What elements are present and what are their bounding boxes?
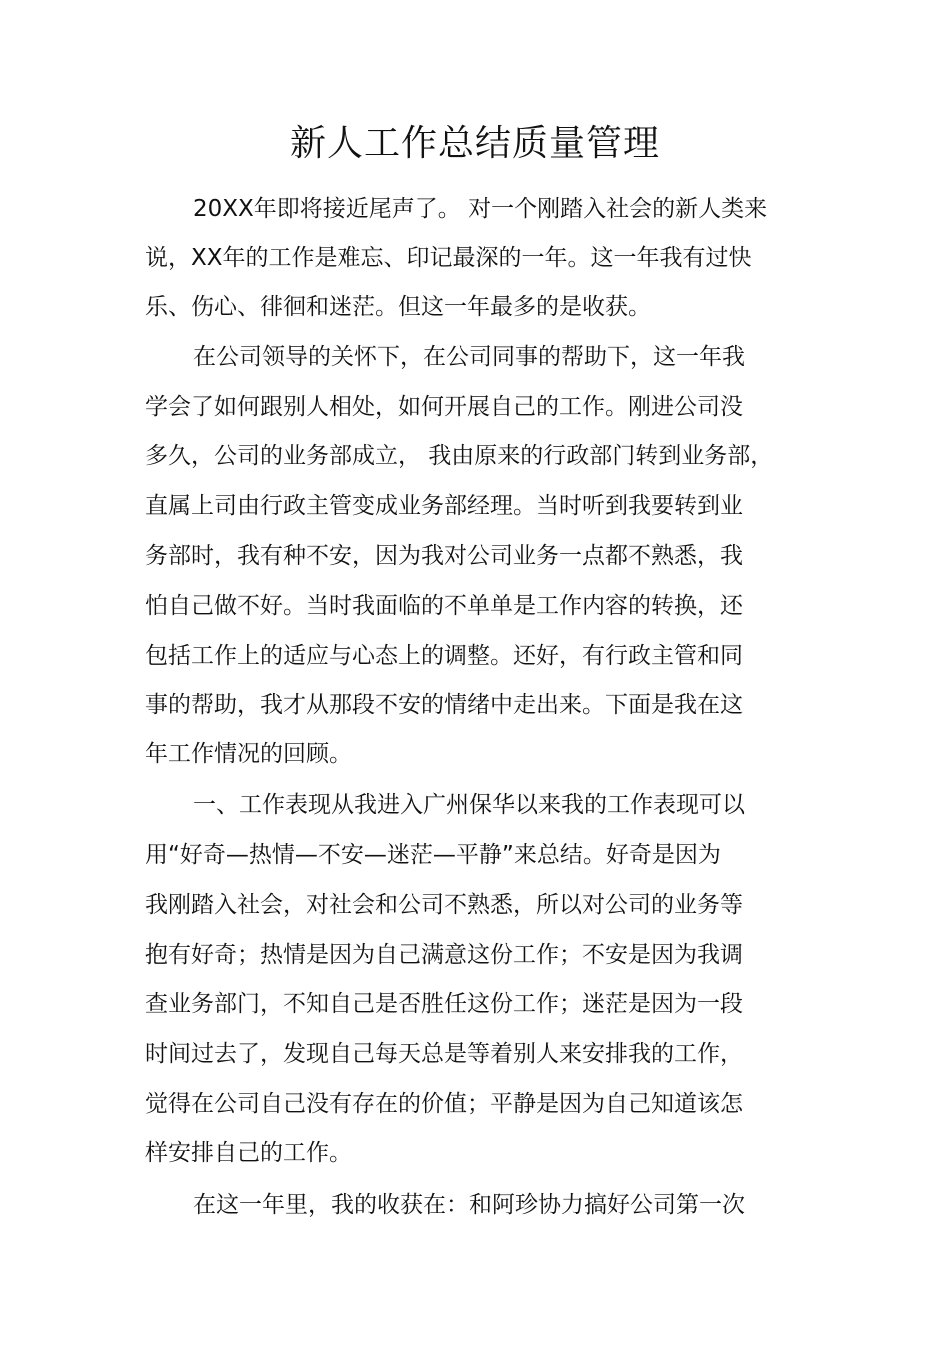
text-line: 说，XX年的工作是难忘、印记最深的一年。这一年我有过快	[145, 245, 752, 271]
text-line: 抱有好奇；热情是因为自己满意这份工作；不安是因为我调	[145, 942, 743, 968]
text-line: 务部时，我有种不安，因为我对公司业务一点都不熟悉，我	[145, 543, 743, 569]
text-line: 在公司领导的关怀下，在公司同事的帮助下，这一年我	[193, 344, 745, 370]
text-line: 20XX年即将接近尾声了。 对一个刚踏入社会的新人类来	[193, 196, 768, 222]
text-line: 年工作情况的回顾。	[145, 741, 352, 767]
text-line: 样安排自己的工作。	[145, 1140, 352, 1166]
text-line: 包括工作上的适应与心态上的调整。还好，有行政主管和同	[145, 643, 743, 669]
text-line: 一、工作表现从我进入广州保华以来我的工作表现可以	[193, 792, 745, 818]
text-line: 我刚踏入社会，对社会和公司不熟悉，所以对公司的业务等	[145, 892, 743, 918]
text-line: 乐、伤心、徘徊和迷茫。但这一年最多的是收获。	[145, 294, 651, 320]
text-line: 学会了如何跟别人相处，如何开展自己的工作。刚进公司没	[145, 394, 743, 420]
text-line: 用“好奇—热情—不安—迷茫—平静”来总结。好奇是因为	[145, 842, 721, 868]
document-title: 新人工作总结质量管理	[289, 123, 660, 164]
text-line: 多久，公司的业务部成立， 我由原来的行政部门转到业务部，	[145, 443, 774, 469]
text-line: 在这一年里，我的收获在：和阿珍协力搞好公司第一次	[193, 1192, 745, 1218]
text-line: 怕自己做不好。当时我面临的不单单是工作内容的转换，还	[145, 593, 743, 619]
text-line: 查业务部门，不知自己是否胜任这份工作；迷茫是因为一段	[145, 991, 743, 1017]
text-line: 事的帮助，我才从那段不安的情绪中走出来。下面是我在这	[145, 692, 743, 718]
text-line: 觉得在公司自己没有存在的价值；平静是因为自己知道该怎	[145, 1091, 743, 1117]
text-line: 时间过去了，发现自己每天总是等着别人来安排我的工作，	[145, 1041, 743, 1067]
text-line: 直属上司由行政主管变成业务部经理。当时听到我要转到业	[145, 493, 743, 519]
